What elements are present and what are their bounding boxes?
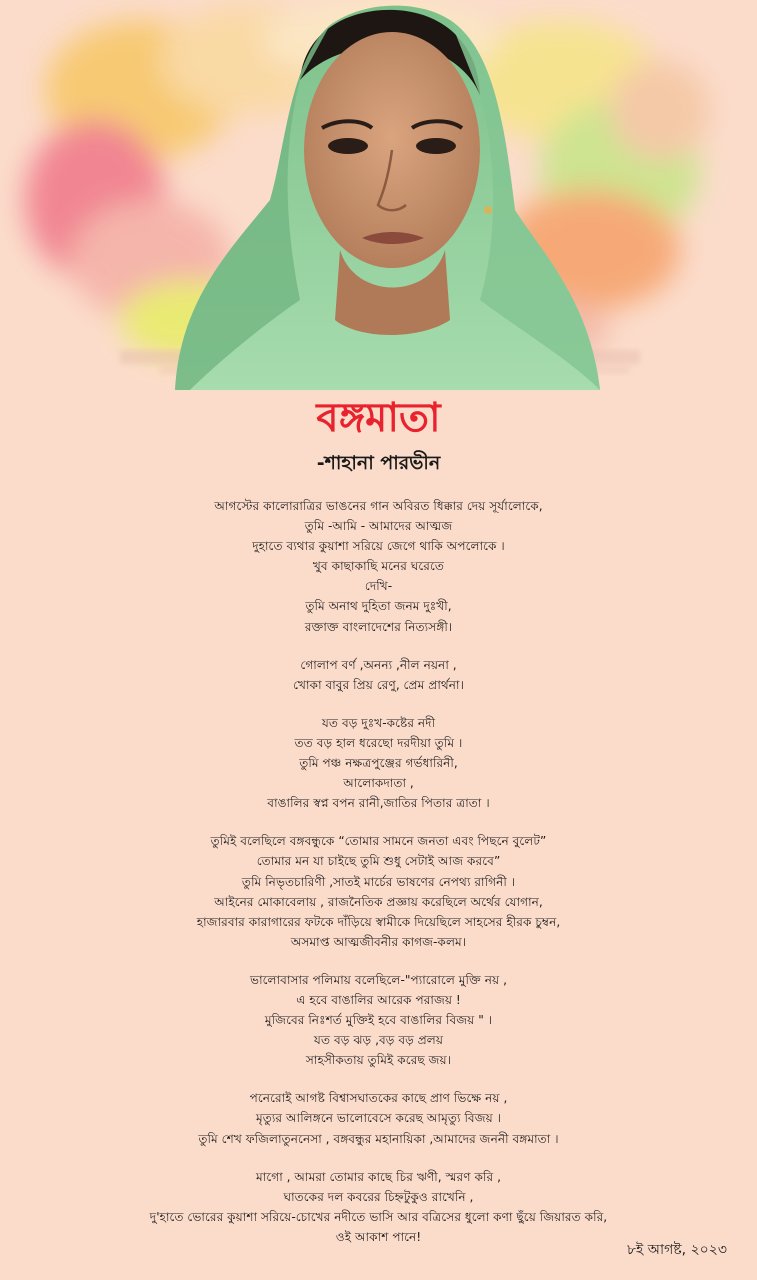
poem-line: সাহসীকতায় তুমিই করেছ জয়। (305, 1053, 452, 1068)
poem-line: তুমি অনাথ দুহিতা জনম দুঃখী, (305, 599, 452, 614)
stanza (20, 1167, 737, 1247)
poem-line: আগস্টের কালোরাত্রির ভাঙনের গান অবিরত ধিক্কার দেয় সূর্যালোকে, (214, 499, 543, 513)
poem-line: মৃত্যুর আলিঙ্গনে ভালোবেসে করেছ আমৃত্যু বিজয় । (255, 1111, 502, 1126)
poem-line: খুব কাছাকাছি মনের ঘরেতে (312, 559, 445, 574)
poem-line: তত বড় হাল ধরেছো দরদীয়া তুমি । (294, 735, 463, 750)
watercolor-portrait-image (0, 0, 757, 390)
poem-line: বাঙালির স্বপ্ন বপন রানী,জাতির পিতার ত্রাতা । (267, 796, 490, 811)
poem-date: ৮ই আগষ্ট, ২০২৩ (626, 1242, 727, 1258)
poem-line: যত বড় দুঃখ-কষ্টের নদী (321, 715, 436, 730)
poem-line: তুমি পঞ্চ নক্ষত্রপুঞ্জের গর্ভধারিনী, (299, 756, 458, 771)
poem-body (20, 496, 737, 1265)
poem-author: -শাহানা পারভীন (316, 452, 441, 474)
poem-line: তুমি শেখ ফজিলাতুননেসা , বঙ্গবন্ধুর মহানায়িকা ,আমাদের জননী বঙ্গমাতা । (198, 1131, 559, 1146)
poem-line: আইনের মোকাবেলায় , রাজনৈতিক প্রজ্ঞায় করেছিলে অর্থের যোগান, (214, 894, 543, 909)
poem-line: গোলাপ বর্ণ ,অনন্য ,নীল নয়না , (300, 657, 457, 672)
poem-line: মাগো , আমরা তোমার কাছে চির ঋণী, স্মরণ করি , (256, 1169, 501, 1184)
poem-line: পনেরোই আগষ্ট বিশ্বাসঘাতকের কাছে প্রাণ ভিক্ষে নয় , (249, 1091, 508, 1106)
poem-line: তুমিই বলেছিলে বঙ্গবন্ধুকে “তোমার সামনে জনতা এবং পিছনে বুলেট” (210, 834, 547, 849)
poem-line: হাজারবার কারাগারের ফটকে দাঁড়িয়ে স্বামীকে দিয়েছিলে সাহসের হীরক চুম্বন, (196, 914, 561, 929)
stanza (20, 1088, 737, 1148)
stanza (20, 713, 737, 813)
poem-line: খোকা বাবুর প্রিয় রেণু, প্রেম প্রার্থনা। (293, 677, 464, 692)
poem-line: যত বড় ঝড় ,বড় বড় প্রলয় (313, 1033, 444, 1048)
stanza (20, 970, 737, 1070)
stanza (20, 655, 737, 695)
poem-line: এ হবে বাঙালির আরেক পরাজয় ! (296, 992, 461, 1007)
poem-line: দুহাতে ব্যথার কুয়াশা সরিয়ে জেগে থাকি অপলোকে । (252, 539, 505, 554)
poem-title: বঙ্গমাতা (316, 394, 441, 441)
poem-line: ওই আকাশ পানে! (335, 1229, 422, 1244)
poem-line: মুজিবের নিঃশর্ত মুক্তিই হবে বাঙালির বিজয় " । (264, 1013, 493, 1028)
poem-line: তুমি -আমি - আমাদের আত্মজ (304, 519, 453, 534)
poem-line: ঘাতকের দল কবরের চিহ্নটুকুও রাখেনি , (283, 1189, 474, 1204)
stanza (20, 496, 737, 637)
poem-line: দু'হাতে ভোরের কুয়াশা সরিয়ে-চোখের নদীতে ভাসি আর বত্রিসের ধুলো কণা ছুঁয়ে জিয়ারত করি, (149, 1209, 608, 1224)
poem-line: অসমাপ্ত আত্মজীবনীর কাগজ-কলম। (290, 934, 467, 949)
poem-line: তুমি নিভৃতচারিণী ,সাতই মার্চের ভাষণের নেপথ্য রাগিনী । (241, 874, 516, 889)
poem-line: রক্তাক্ত বাংলাদেশের নিত্যসঙ্গী। (304, 619, 453, 634)
portrait-hero (0, 0, 757, 390)
poem-line: আলোকদাতা , (343, 776, 414, 791)
poem-line: দেখি- (364, 579, 393, 594)
poem-line: ভালোবাসার পলিমায় বলেছিলে-"প্যারোলে মুক্তি নয় , (250, 972, 507, 987)
poem-line: তোমার মন যা চাইছে তুমি শুধু সেটাই আজ করবে” (256, 854, 501, 869)
stanza (20, 831, 737, 952)
